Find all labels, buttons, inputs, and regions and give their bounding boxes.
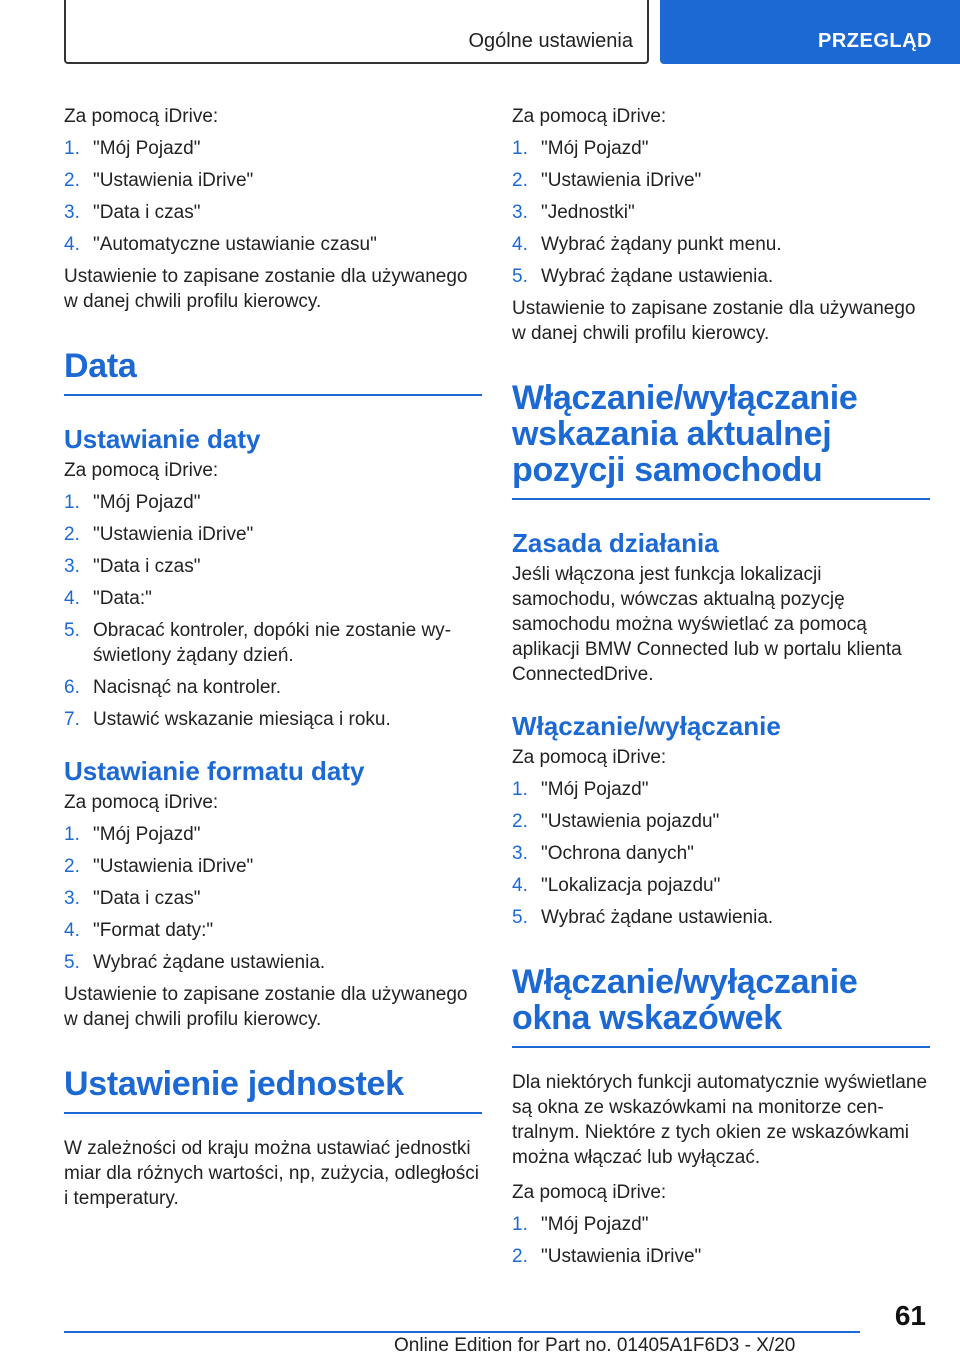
list-item: 4. "Lokalizacja pojazdu" xyxy=(512,875,721,896)
overview-tab[interactable] xyxy=(660,0,960,64)
set-date-heading: Ustawianie daty xyxy=(64,424,261,454)
list-item: 4. Wybrać żądany punkt menu. xyxy=(512,234,782,255)
list-item: 2. "Ustawienia iDrive" xyxy=(64,170,254,191)
hints-heading: Włączanie/wyłączanie okna wskazówek xyxy=(512,964,930,1048)
date-format-heading: Ustawianie formatu daty xyxy=(64,756,365,786)
list-item: 6. Nacisnąć na kontroler. xyxy=(64,677,281,698)
list-item: 4. "Automatyczne ustawianie czasu" xyxy=(64,234,377,255)
edition-text: Online Edition for Part no. 01405A1F6D3 - X/20 xyxy=(394,1335,796,1356)
toggle-heading: Włączanie/wyłączanie xyxy=(512,711,781,741)
overview-tab-label: PRZEGLĄD xyxy=(818,30,932,52)
list-item: 2. "Ustawienia iDrive" xyxy=(64,524,254,545)
list-item: 1. "Mój Pojazd" xyxy=(512,1214,649,1235)
list-item: 4. "Data:" xyxy=(64,588,152,609)
intro-steps xyxy=(64,136,482,257)
list-item: 2. "Ustawienia pojazdu" xyxy=(512,811,720,832)
hints-text: Dla niektórych funkcji automatycznie wyświetlane są okna ze wskazówkami na monitorze centralnym. Niektóre z tych okien ze wskazówkami można włączać lub wyłączać. xyxy=(512,1072,928,1168)
date-format-lead: Za pomocą iDrive: xyxy=(64,792,219,813)
list-item: 4. "Format daty:" xyxy=(64,920,214,941)
list-item: 2. "Ustawienia iDrive" xyxy=(512,1246,702,1267)
list-item: 2. "Ustawienia iDrive" xyxy=(64,856,254,877)
footer-divider xyxy=(64,1331,860,1333)
hints-steps xyxy=(512,1212,930,1269)
list-item: 5. Wybrać żądane ustawienia. xyxy=(512,266,774,287)
set-date-lead: Za pomocą iDrive: xyxy=(64,460,219,481)
list-item: 1. "Mój Pojazd" xyxy=(64,824,201,845)
list-item: 1. "Mój Pojazd" xyxy=(64,138,201,159)
units-lead: Za pomocą iDrive: xyxy=(512,106,667,127)
toggle-steps xyxy=(512,777,930,930)
list-item: 3. "Ochrona danych" xyxy=(512,843,694,864)
date-format-note: Ustawienie to zapisane zostanie dla używanego w danej chwili profilu kierowcy. xyxy=(64,984,468,1030)
units-steps xyxy=(512,136,930,289)
hints-lead: Za pomocą iDrive: xyxy=(512,1182,667,1203)
units-text: W zależności od kraju można ustawiać jednostki miar dla różnych wartości, np, zużycia, odległości i temperatury. xyxy=(64,1138,480,1209)
list-item: 3. "Data i czas" xyxy=(64,888,201,909)
list-item: 3. "Jednostki" xyxy=(512,202,635,223)
data-heading: Data xyxy=(64,348,482,396)
list-item: 3. "Data i czas" xyxy=(64,556,201,577)
list-item: 1. "Mój Pojazd" xyxy=(512,138,649,159)
right-column xyxy=(512,104,930,1276)
list-item: 3. "Data i czas" xyxy=(64,202,201,223)
list-item: 5. Obracać kontroler, dopóki nie zostanie wyświetlony żądany dzień. xyxy=(64,620,452,666)
set-date-steps xyxy=(64,490,482,732)
intro-lead: Za pomocą iDrive: xyxy=(64,106,219,127)
list-item: 1. "Mój Pojazd" xyxy=(64,492,201,513)
list-item: 2. "Ustawienia iDrive" xyxy=(512,170,702,191)
list-item: 5. Wybrać żądane ustawienia. xyxy=(64,952,326,973)
list-item: 1. "Mój Pojazd" xyxy=(512,779,649,800)
list-item: 7. Ustawić wskazanie miesiąca i roku. xyxy=(64,709,391,730)
units-heading: Ustawienie jednostek xyxy=(64,1066,482,1114)
principle-heading: Zasada działania xyxy=(512,528,719,558)
list-item: 5. Wybrać żądane ustawienia. xyxy=(512,907,774,928)
toggle-lead: Za pomocą iDrive: xyxy=(512,747,667,768)
position-heading: Włączanie/wyłączanie wskazania aktualnej pozycji samochodu xyxy=(512,380,930,500)
page-header xyxy=(0,0,960,66)
section-tab[interactable] xyxy=(64,0,649,64)
page-number: 61 xyxy=(894,1300,926,1331)
units-note: Ustawienie to zapisane zostanie dla używanego w danej chwili profilu kierowcy. xyxy=(512,298,916,344)
date-format-steps xyxy=(64,822,482,975)
section-tab-label: Ogólne ustawienia xyxy=(468,30,633,52)
left-column xyxy=(64,104,482,1211)
principle-text: Jeśli włączona jest funkcja lokalizacji samochodu, wówczas aktualną pozycję samochodu można wyświetlać za pomocą aplikacji BMW Connected lub w portalu klienta ConnectedDrive. xyxy=(512,564,902,685)
intro-note: Ustawienie to zapisane zostanie dla używanego w danej chwili profilu kierowcy. xyxy=(64,266,468,312)
